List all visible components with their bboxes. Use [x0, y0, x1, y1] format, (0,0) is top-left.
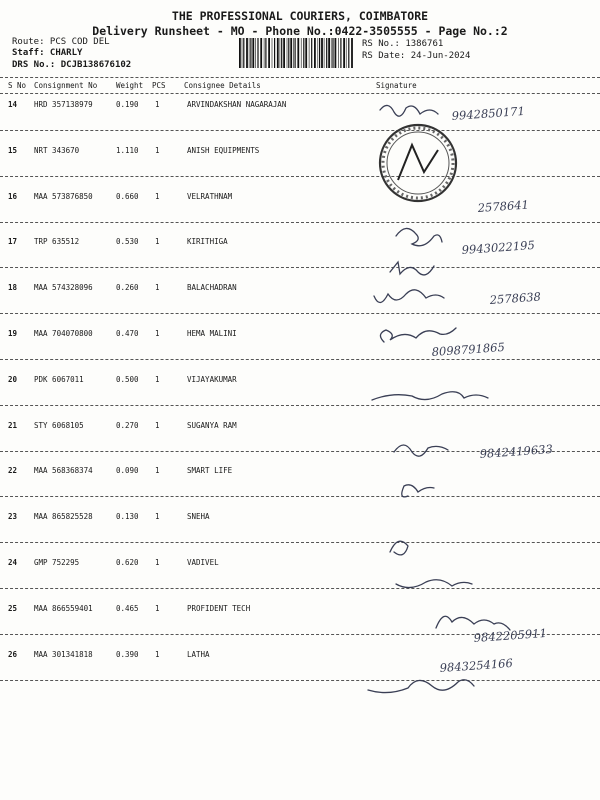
row-consignment: HRD 357138979	[34, 100, 93, 109]
row-consignee: VIJAYAKUMAR	[187, 374, 237, 384]
row-pcs: 1	[155, 466, 160, 476]
row-sno: 18	[8, 283, 18, 293]
col-header-weight: Weight	[116, 81, 144, 90]
handwritten-number: 8098791865	[431, 339, 506, 359]
row-sno: 25	[8, 603, 18, 613]
handwritten-number: 2578641	[477, 197, 530, 215]
row-sno: 20	[8, 374, 18, 384]
row-consignment: MAA 568368374	[34, 466, 93, 476]
row-sno: 15	[8, 145, 18, 155]
row-consignee: KIRITHIGA	[187, 237, 228, 247]
row-consignee: VADIVEL	[187, 558, 219, 567]
row-sno: 21	[8, 420, 18, 430]
signature-row-17	[390, 262, 434, 275]
row-weight: 0.530	[116, 237, 139, 247]
row-consignment: MAA 865825528	[34, 512, 93, 522]
row-consignment: TRP 635512	[34, 237, 80, 247]
signature-row-24	[396, 580, 472, 588]
col-header-signature: Signature	[376, 81, 417, 90]
runsheet-subtitle: Delivery Runsheet - MO - Phone No.:0422-3505555 - Page No.:2	[92, 24, 508, 38]
signature-row-26	[368, 680, 474, 693]
row-pcs: 1	[155, 374, 160, 384]
signature-row-21	[394, 445, 448, 456]
row-weight: 0.130	[116, 512, 139, 522]
signature-row-18	[374, 290, 444, 303]
company-title: THE PROFESSIONAL COURIERS, COIMBATORE	[171, 9, 429, 23]
col-header-consignment: Consignment No	[34, 81, 98, 90]
row-weight: 0.260	[116, 283, 139, 293]
col-header-consignee: Consignee Details	[184, 81, 261, 90]
row-consignee: HEMA MALINI	[187, 329, 237, 338]
row-weight: 0.470	[116, 329, 139, 338]
row-consignee: LATHA	[187, 649, 210, 659]
row-pcs: 1	[155, 603, 160, 613]
route-label: Route: PCS COD DEL	[12, 37, 110, 47]
row-consignee: BALACHADRAN	[187, 283, 237, 293]
row-consignee: ANISH EQUIPMENTS	[187, 145, 260, 155]
handwritten-number: 9942850171	[451, 103, 526, 123]
row-sno: 23	[8, 512, 18, 522]
signature-row-23	[390, 541, 408, 555]
row-pcs: 1	[155, 191, 160, 201]
signature-row-20	[372, 392, 488, 400]
row-weight: 0.270	[116, 420, 139, 430]
handwritten-number: 9943022195	[461, 237, 536, 257]
row-consignee: SUGANYA RAM	[187, 420, 237, 430]
row-sno: 14	[8, 100, 18, 109]
row-pcs: 1	[155, 420, 160, 430]
row-pcs: 1	[155, 512, 160, 522]
handwritten-number: 9842419633	[479, 441, 554, 461]
row-sno: 19	[8, 329, 18, 338]
row-weight: 0.465	[116, 603, 139, 613]
col-header-pcs: PCS	[152, 81, 166, 90]
row-pcs: 1	[155, 145, 160, 155]
row-weight: 0.500	[116, 374, 139, 384]
row-consignee: PROFIDENT TECH	[187, 603, 251, 613]
row-weight: 0.660	[116, 191, 139, 201]
row-consignment: MAA 301341818	[34, 649, 93, 659]
row-sno: 16	[8, 191, 18, 201]
row-pcs: 1	[155, 329, 160, 338]
row-pcs: 1	[155, 558, 160, 567]
row-weight: 0.390	[116, 649, 139, 659]
signature-row-22	[402, 485, 434, 497]
handwritten-number: 9843254166	[439, 655, 514, 675]
row-consignment: MAA 704070800	[34, 329, 93, 338]
rs-number: RS No.: 1386761	[362, 39, 444, 49]
row-sno: 24	[8, 558, 18, 567]
row-consignment: PDK 6067011	[34, 374, 84, 384]
row-weight: 0.620	[116, 558, 139, 567]
row-sno: 22	[8, 466, 18, 476]
handwritten-number: 2578638	[489, 289, 542, 307]
row-pcs: 1	[155, 100, 160, 109]
row-sno: 17	[8, 237, 18, 247]
col-header-sno: S No	[8, 81, 27, 90]
row-consignee: SMART LIFE	[187, 466, 233, 476]
row-sno: 26	[8, 649, 18, 659]
drs-number: DRS No.: DCJB138676102	[12, 60, 132, 70]
row-consignee: ARVINDAKSHAN NAGARAJAN	[187, 100, 287, 109]
row-pcs: 1	[155, 283, 160, 293]
handwritten-number: 9842205911	[473, 625, 548, 645]
row-pcs: 1	[155, 237, 160, 247]
signature-row-14	[380, 105, 438, 116]
row-consignment: MAA 866559401	[34, 603, 93, 613]
row-weight: 0.190	[116, 100, 139, 109]
signature-row-25	[436, 616, 510, 630]
row-weight: 0.090	[116, 466, 139, 476]
signature-row-16	[396, 228, 442, 245]
row-consignment: NRT 343670	[34, 145, 80, 155]
row-pcs: 1	[155, 649, 160, 659]
row-weight: 1.110	[116, 145, 139, 155]
staff-label: Staff: CHARLY	[12, 48, 83, 58]
row-consignment: MAA 573876850	[34, 191, 93, 201]
rs-date: RS Date: 24-Jun-2024	[362, 51, 471, 61]
signature-row-19	[380, 328, 456, 342]
row-consignee: SNEHA	[187, 512, 210, 522]
row-consignment: GMP 752295	[34, 558, 80, 567]
row-consignee: VELRATHNAM	[187, 191, 233, 201]
row-consignment: MAA 574328096	[34, 283, 93, 293]
row-consignment: STY 6068105	[34, 420, 84, 430]
delivery-stamp	[380, 125, 456, 201]
